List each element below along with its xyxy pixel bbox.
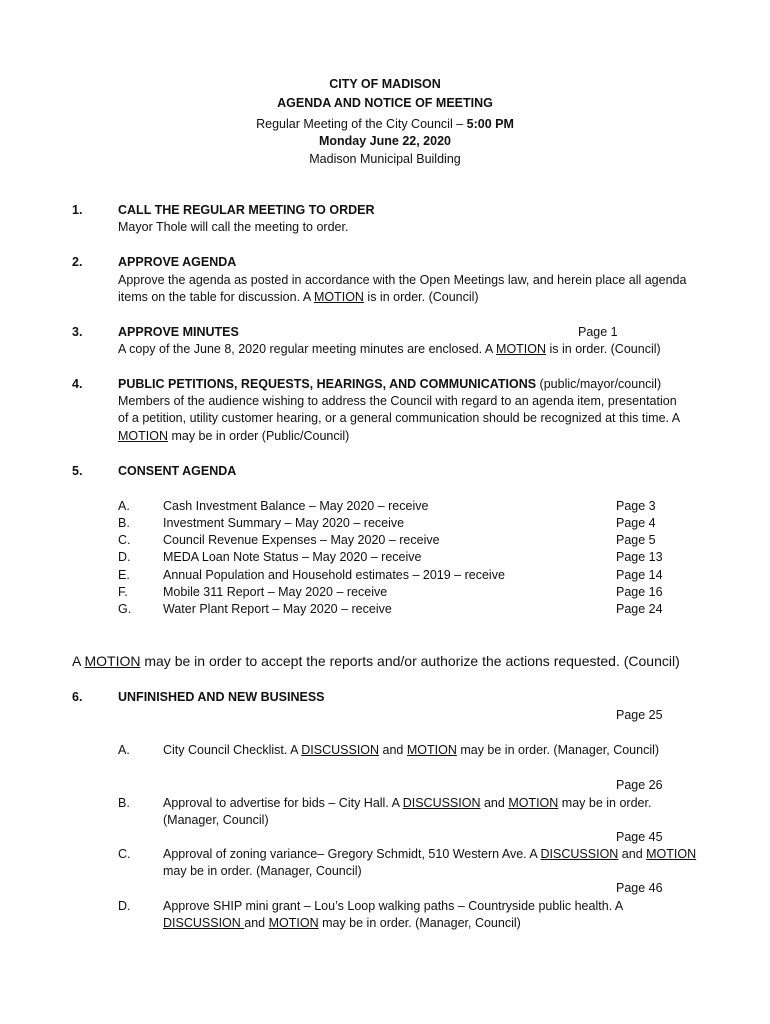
- item-b-pre: Approval to advertise for bids – City Hall. A: [163, 796, 403, 810]
- section-4-heading: [118, 376, 661, 393]
- section-4-line3: [118, 428, 349, 445]
- discussion-text: DISCUSSION: [402, 796, 481, 810]
- consent-motion-pre: A: [72, 653, 85, 669]
- meeting-prefix: Regular Meeting of the City Council –: [256, 117, 467, 131]
- section-1-number: 1.: [72, 203, 83, 217]
- section-5-title: CONSENT AGENDA: [118, 464, 237, 478]
- item-b-text: [163, 795, 651, 812]
- section-2-line1: Approve the agenda as posted in accordance with the Open Meetings law, and herein place all agenda: [118, 273, 687, 287]
- meeting-location: Madison Municipal Building: [309, 152, 461, 166]
- consent-item-letter: B.: [118, 516, 130, 530]
- consent-item-text: Water Plant Report – May 2020 – receive: [163, 602, 392, 616]
- consent-item-page: Page 24: [616, 602, 663, 616]
- consent-item-text: MEDA Loan Note Status – May 2020 – receive: [163, 550, 422, 564]
- item-b-letter: B.: [118, 796, 130, 810]
- consent-item-page: Page 13: [616, 550, 663, 564]
- section-6-number: 6.: [72, 690, 83, 704]
- section-3-page: Page 1: [578, 325, 618, 339]
- consent-item-page: Page 14: [616, 568, 663, 582]
- section-4-number: 4.: [72, 377, 83, 391]
- item-b-post: may be in order.: [558, 796, 652, 810]
- city-title: CITY OF MADISON: [329, 77, 441, 91]
- item-b-line2: (Manager, Council): [163, 813, 269, 827]
- item-a-mid: and: [379, 743, 407, 757]
- item-c-mid: and: [618, 847, 647, 861]
- item-a-pre: City Council Checklist. A: [163, 743, 302, 757]
- motion-text: MOTION: [508, 796, 559, 810]
- section-5-number: 5.: [72, 464, 83, 478]
- item-c-line2: may be in order. (Manager, Council): [163, 864, 362, 878]
- section-1-text: Mayor Thole will call the meeting to order.: [118, 220, 349, 234]
- item-c-page: Page 45: [616, 830, 663, 844]
- motion-text: MOTION: [406, 743, 457, 757]
- section-4-title-suffix: (public/mayor/council): [536, 377, 662, 391]
- item-a-page: Page 25: [616, 708, 663, 722]
- motion-text: MOTION: [496, 342, 547, 356]
- discussion-text: DISCUSSION: [540, 847, 619, 861]
- consent-item-page: Page 5: [616, 533, 656, 547]
- consent-item-text: Mobile 311 Report – May 2020 – receive: [163, 585, 388, 599]
- consent-motion-line: [72, 653, 680, 670]
- section-3-text-post: is in order. (Council): [546, 342, 661, 356]
- section-3-number: 3.: [72, 325, 83, 339]
- item-c-pre: Approval of zoning variance– Gregory Schmidt, 510 Western Ave. A: [163, 847, 541, 861]
- consent-item-text: Cash Investment Balance – May 2020 – receive: [163, 499, 429, 513]
- consent-item-letter: D.: [118, 550, 131, 564]
- motion-text: MOTION: [646, 847, 697, 861]
- item-c-letter: C.: [118, 847, 131, 861]
- discussion-text: DISCUSSION: [301, 743, 380, 757]
- consent-motion-post: may be in order to accept the reports and/or authorize the actions requested. (Council): [140, 653, 680, 669]
- item-b-page: Page 26: [616, 778, 663, 792]
- consent-item-letter: C.: [118, 533, 131, 547]
- consent-item-letter: E.: [118, 568, 130, 582]
- section-3-text: [118, 341, 661, 358]
- item-d-letter: D.: [118, 899, 131, 913]
- motion-text: MOTION: [118, 429, 168, 443]
- consent-item-text: Investment Summary – May 2020 – receive: [163, 516, 405, 530]
- section-4-line1: Members of the audience wishing to address the Council with regard to an agenda item, presentation: [118, 394, 677, 408]
- meeting-date: Monday June 22, 2020: [318, 134, 451, 148]
- section-4-line3-post: may be in order (Public/Council): [168, 429, 350, 443]
- item-d-line2: [163, 915, 521, 932]
- motion-text: MOTION: [313, 290, 364, 304]
- section-2-line2-post: is in order. (Council): [363, 290, 479, 304]
- motion-text: MOTION: [268, 916, 319, 930]
- section-2-title: APPROVE AGENDA: [118, 255, 237, 269]
- item-d-text: Approve SHIP mini grant – Lou’s Loop walking paths – Countryside public health. A: [163, 899, 624, 913]
- consent-item-page: Page 4: [616, 516, 656, 530]
- discussion-text: DISCUSSION: [163, 916, 245, 930]
- consent-item-text: Annual Population and Household estimates – 2019 – receive: [163, 568, 505, 582]
- item-d-post: may be in order. (Manager, Council): [318, 916, 521, 930]
- item-b-mid: and: [480, 796, 509, 810]
- section-4-line2: of a petition, utility customer hearing, or a general communication should be recognized at this time. A: [118, 411, 681, 425]
- section-2-line2: [118, 289, 479, 306]
- section-6-title: UNFINISHED AND NEW BUSINESS: [118, 690, 325, 704]
- item-d-mid: and: [244, 916, 269, 930]
- item-d-page: Page 46: [616, 881, 663, 895]
- consent-item-page: Page 16: [616, 585, 663, 599]
- section-4-title: PUBLIC PETITIONS, REQUESTS, HEARINGS, AND COMMUNICATIONS: [118, 377, 537, 391]
- consent-item-letter: A.: [118, 499, 130, 513]
- section-2-number: 2.: [72, 255, 83, 269]
- section-3-text-pre: A copy of the June 8, 2020 regular meeting minutes are enclosed. A: [118, 342, 497, 356]
- item-a-letter: A.: [118, 743, 130, 757]
- item-c-text: [163, 846, 696, 863]
- notice-title: AGENDA AND NOTICE OF MEETING: [277, 96, 493, 110]
- section-3-title: APPROVE MINUTES: [118, 325, 239, 339]
- section-2-line2-pre: items on the table for discussion. A: [118, 290, 314, 304]
- item-a-post: may be in order. (Manager, Council): [456, 743, 660, 757]
- motion-text: MOTION: [84, 653, 141, 669]
- consent-item-letter: G.: [118, 602, 132, 616]
- section-1-title: CALL THE REGULAR MEETING TO ORDER: [118, 203, 375, 217]
- consent-item-page: Page 3: [616, 499, 656, 513]
- item-a-text: [163, 742, 659, 759]
- meeting-time: 5:00 PM: [466, 117, 514, 131]
- consent-item-letter: F.: [118, 585, 128, 599]
- consent-item-text: Council Revenue Expenses – May 2020 – receive: [163, 533, 440, 547]
